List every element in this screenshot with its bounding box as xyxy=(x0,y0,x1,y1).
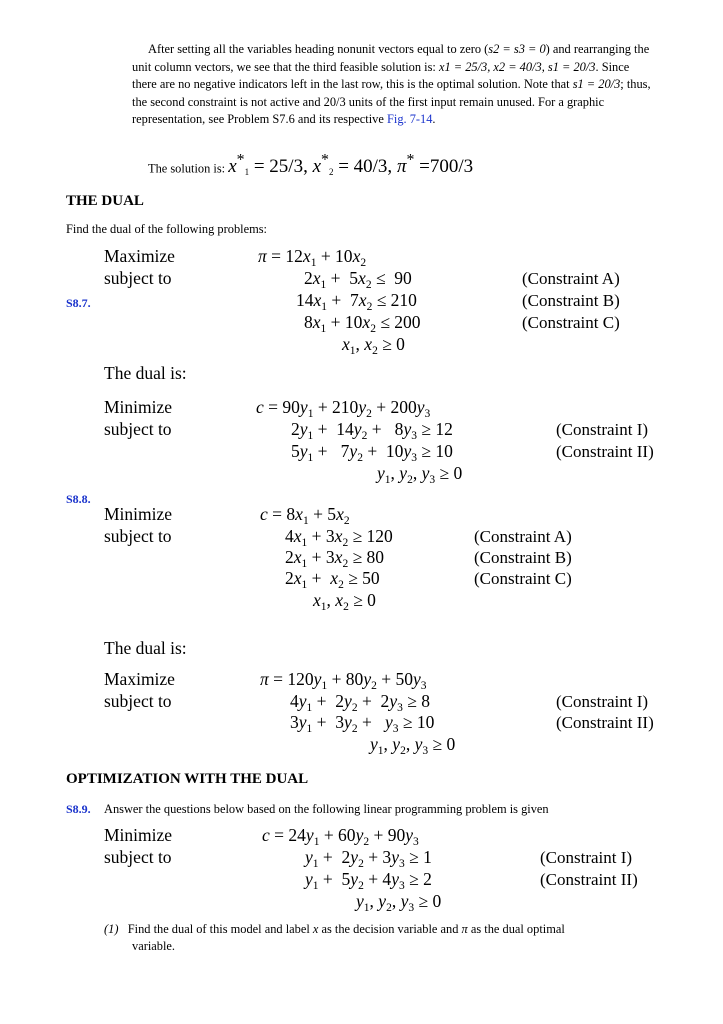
s87-dual-subject-to: subject to xyxy=(104,419,172,439)
s89-label-1: (Constraint I) xyxy=(540,848,633,867)
s89-question-1-cont: variable. xyxy=(132,939,175,953)
s88-dual-objective-word: Maximize xyxy=(104,669,175,689)
s88-subject-to: subject to xyxy=(104,526,172,546)
s89-question-var-pi: π xyxy=(461,922,468,936)
s87-subject-to: subject to xyxy=(104,268,172,288)
s89-prompt: Answer the questions below based on the following linear programming problem is given xyxy=(104,802,549,816)
solution-x1: = 25/3, xyxy=(253,156,308,178)
problem-id-s89: S8.9. xyxy=(66,802,91,816)
s87-dual-constraint-1: $2y_1 + 14y_2 + 8y_3 \ge 12$ xyxy=(291,419,453,442)
s87-dual-constraint-2: $5y_1 + 7y_2 + 10y_3 \ge 10$ xyxy=(291,441,453,464)
problem-id-s88: S8.8. xyxy=(66,492,91,506)
s88-dual-objective: $\pi = 120y_1 + 80y_2 + 50y_3$ xyxy=(260,669,427,692)
s89-objective: $c = 24y_1 + 60y_2 + 90y_3$ xyxy=(262,825,419,848)
problem-id-s87: S8.7. xyxy=(66,296,91,310)
s88-constraint-a: $4x_1 + 3x_2 \ge 120$ xyxy=(285,526,393,549)
solution-label: The solution is: xyxy=(148,161,226,176)
s87-constraint-b: $14x_1 + 7x_2 \le 210$ xyxy=(296,290,417,313)
third-solution: x1 = 25/3, x2 = 40/3, s1 = 20/3 xyxy=(438,59,596,74)
s87-constraint-a: $2x_1 + 5x_2 \le 90$ xyxy=(304,268,412,291)
s87-label-c: (Constraint C) xyxy=(522,313,620,332)
s87-objective: $\pi = 12x_1 + 10x_2$ xyxy=(258,246,367,269)
s87-dual-nonneg: $y_1$, $y_2$, $y_3 \ge 0$ xyxy=(377,463,463,486)
intro-paragraph: After setting all the variables heading nonunit vectors equal to zero (s2 = s3 = 0) and rearranging the unit column vectors, we see that the third feasible solution is: x1 = 25/3, x2 = 40/3, s1 = 20/3. Since there are no negative indicators left in the last row, this is the optimal solution. Note that s1 = 20/3; thus, the second constraint is not active and 20/3 units of the first input remain unused. For a graphic representation, see Problem S7.6 and its respective Fig. 7-14. xyxy=(132,42,651,127)
s89-constraint-1: $y_1 + 2y_2 + 3y_3 \ge 1$ xyxy=(305,847,432,870)
s89-question-var-x: x xyxy=(312,922,319,936)
s87-label-a: (Constraint A) xyxy=(522,269,620,288)
s89-question-number: (1) xyxy=(104,922,119,936)
zero-condition: s2 = s3 = 0 xyxy=(488,42,546,56)
s89-nonneg: $y_1$, $y_2$, $y_3 \ge 0$ xyxy=(356,891,442,914)
solution-pi: =700/3 xyxy=(419,156,474,178)
intro-text-c: . Since there are no negative indicators left in the last row, this is the optimal solution. Note that xyxy=(132,59,630,92)
solution-x2: = 40/3, xyxy=(338,156,393,178)
s88-label-a: (Constraint A) xyxy=(474,527,572,546)
s87-objective-word: Maximize xyxy=(104,246,175,266)
s87-constraint-c: $8x_1 + 10x_2 \le 200$ xyxy=(304,312,421,335)
s88-label-c: (Constraint C) xyxy=(474,569,572,588)
s87-dual-label-2: (Constraint II) xyxy=(556,442,654,461)
s87-label-b: (Constraint B) xyxy=(522,291,620,310)
s88-objective: $c = 8x_1 + 5x_2$ xyxy=(260,504,350,527)
s88-dual-intro: The dual is: xyxy=(104,638,187,658)
s87-dual-intro: The dual is: xyxy=(104,363,187,383)
solution-line xyxy=(148,152,473,178)
s89-subject-to: subject to xyxy=(104,847,172,867)
figure-link[interactable]: Fig. 7-14 xyxy=(386,112,433,127)
s89-question-text-b: as the decision variable and xyxy=(318,922,462,936)
s88-dual-constraint-2: $3y_1 + 3y_2 + y_3 \ge 10$ xyxy=(290,712,435,735)
s88-label-b: (Constraint B) xyxy=(474,548,572,567)
s89-question-text-a: Find the dual of this model and label xyxy=(127,922,313,936)
s89-objective-word: Minimize xyxy=(104,825,173,845)
s89-constraint-2: $y_1 + 5y_2 + 4y_3 \ge 2$ xyxy=(305,869,432,892)
s87-dual-objective-word: Minimize xyxy=(104,397,173,417)
solution-values: $x^*_1 = 25/3$, $x^*_2 = 40/3$, π* =700/3 xyxy=(228,152,474,178)
s88-dual-label-2: (Constraint II) xyxy=(556,713,654,732)
s1-value: s1 = 20/3 xyxy=(572,77,621,92)
s88-dual-label-1: (Constraint I) xyxy=(556,692,649,711)
intro-text-b: ) and rearranging the unit column vectors, we see that the third feasible solution is: xyxy=(132,42,650,74)
s88-nonneg: $x_1$, $x_2 \ge 0$ xyxy=(313,590,376,613)
s88-constraint-b: $2x_1 + 3x_2 \ge 80$ xyxy=(285,547,385,570)
s88-dual-nonneg: $y_1$, $y_2$, $y_3 \ge 0$ xyxy=(370,734,456,757)
s88-constraint-c: $2x_1 + x_2 \ge 50$ xyxy=(285,568,380,591)
intro-text-d: ; thus, the second constraint is not active and 20/3 units of the first input remain unused. For a graphic representation, see Problem S7.6 and its respective xyxy=(132,77,651,127)
s87-dual-label-1: (Constraint I) xyxy=(556,420,649,439)
s88-objective-word: Minimize xyxy=(104,504,173,524)
s88-dual-subject-to: subject to xyxy=(104,691,172,711)
s89-question-text-c: as the dual optimal xyxy=(467,922,565,936)
section-heading-dual: THE DUAL xyxy=(66,193,144,209)
s89-label-2: (Constraint II) xyxy=(540,870,638,889)
section-heading-optimization: OPTIMIZATION WITH THE DUAL xyxy=(66,771,309,787)
s88-dual-constraint-1: $4y_1 + 2y_2 + 2y_3 \ge 8$ xyxy=(290,691,430,714)
s89-question-1 xyxy=(104,922,565,937)
s87-dual-objective: $c = 90y_1 + 210y_2 + 200y_3$ xyxy=(256,397,431,420)
dual-instruction: Find the dual of the following problems: xyxy=(66,222,267,236)
s87-nonneg: $x_1$, $x_2 \ge 0$ xyxy=(342,334,405,357)
intro-text-a: After setting all the variables heading nonunit vectors equal to zero ( xyxy=(148,42,489,56)
